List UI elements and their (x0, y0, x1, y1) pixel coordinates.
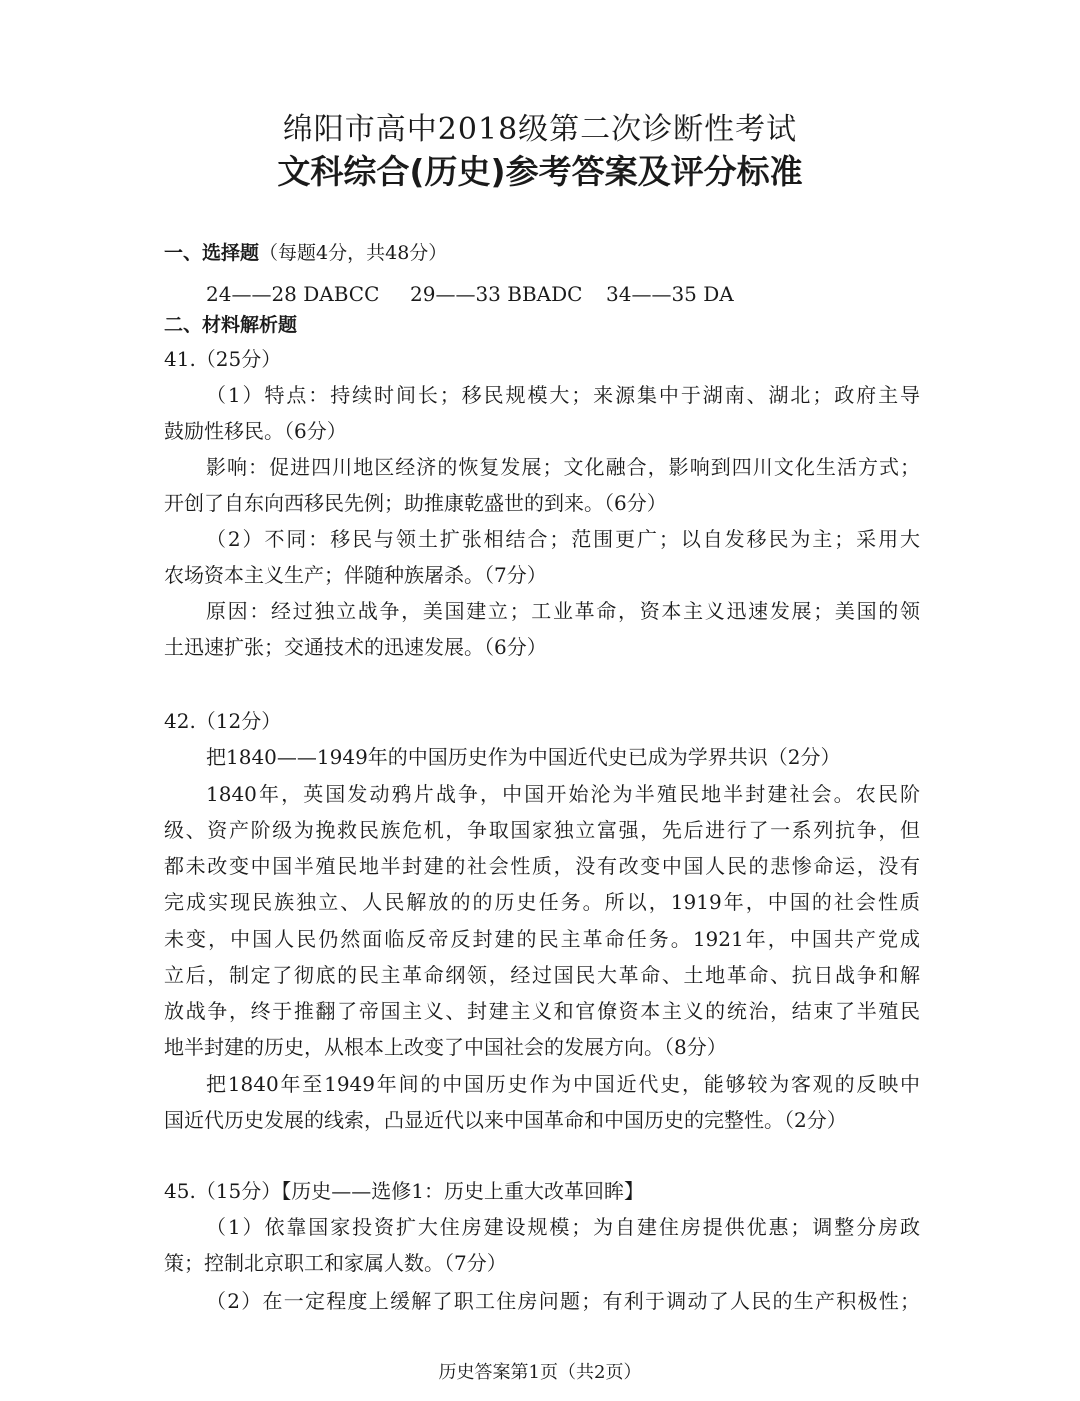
section1-note: （每题4分，共48分） (259, 242, 448, 264)
q41-label: 41.（25分） (164, 347, 282, 371)
answer-group-2: 29——33 BBADC (410, 282, 583, 306)
q42-line-2: 1840年，英国发动鸦片战争，中国开始沦为半殖民地半封建社会。农民阶 (206, 782, 920, 806)
q45-line-1: （1）依靠国家投资扩大住房建设规模；为自建住房提供优惠；调整分房政 (206, 1215, 920, 1239)
q45-label: 45.（15分）【历史——选修1：历史上重大改革回眸】 (164, 1179, 644, 1203)
section1-heading: 一、选择题 (164, 242, 260, 264)
q41-line-2: 鼓励性移民。（6分） (164, 419, 347, 443)
q42-line-5: 完成实现民族独立、人民解放的的历史任务。所以，1919年，中国的社会性质 (164, 890, 920, 914)
section2-heading: 二、材料解析题 (164, 314, 298, 336)
q45-line-3: （2）在一定程度上缓解了职工住房问题；有利于调动了人民的生产积极性； (206, 1289, 920, 1313)
answer-group-3: 34——35 DA (606, 282, 734, 306)
q41-line-3: 影响：促进四川地区经济的恢复发展；文化融合，影响到四川文化生活方式； (206, 455, 920, 479)
section1-heading-line (164, 234, 920, 271)
q42-line-8: 放战争，终于推翻了帝国主义、封建主义和官僚资本主义的统治，结束了半殖民 (164, 999, 920, 1023)
q41-line-6: 农场资本主义生产；伴随种族屠杀。（7分） (164, 563, 547, 587)
section2-heading-line (164, 306, 920, 343)
q42-line-9: 地半封建的历史，从根本上改变了中国社会的发展方向。（8分） (164, 1035, 727, 1059)
q42-line-4: 都未改变中国半殖民地半封建的社会性质，没有改变中国人民的悲惨命运，没有 (164, 854, 920, 878)
exam-title: 绵阳市高中2018级第二次诊断性考试 (282, 112, 798, 147)
q41-line-7: 原因：经过独立战争，美国建立；工业革命，资本主义迅速发展；美国的领 (206, 599, 920, 623)
q42-line-3: 级、资产阶级为挽救民族危机，争取国家独立富强，先后进行了一系列抗争，但 (164, 818, 920, 842)
q45-line-2: 策；控制北京职工和家属人数。（7分） (164, 1251, 507, 1275)
q42-line-7: 立后，制定了彻底的民主革命纲领，经过国民大革命、土地革命、抗日战争和解 (164, 963, 920, 987)
q42-line-11: 国近代历史发展的线索，凸显近代以来中国革命和中国历史的完整性。（2分） (164, 1108, 847, 1132)
page-footer: 历史答案第1页（共2页） (438, 1362, 642, 1383)
q42-label: 42.（12分） (164, 709, 282, 733)
q41-line-5: （2）不同：移民与领土扩张相结合；范围更广；以自发移民为主；采用大 (206, 527, 920, 551)
q42-line-10: 把1840年至1949年间的中国历史作为中国近代史，能够较为客观的反映中 (206, 1072, 920, 1096)
q42-line-6: 未变，中国人民仍然面临反帝反封建的民主革命任务。1921年，中国共产党成 (164, 927, 920, 951)
q41-line-1: （1）特点：持续时间长；移民规模大；来源集中于湖南、湖北；政府主导 (206, 383, 920, 407)
answer-group-1: 24——28 DABCC (206, 282, 380, 306)
q42-line-1: 把1840——1949年的中国历史作为中国近代史已成为学界共识（2分） (206, 745, 841, 769)
q41-line-4: 开创了自东向西移民先例；助推康乾盛世的到来。（6分） (164, 491, 667, 515)
answer-key-title: 文科综合(历史)参考答案及评分标准 (277, 152, 803, 191)
q41-line-8: 土迅速扩张；交通技术的迅速发展。（6分） (164, 635, 547, 659)
